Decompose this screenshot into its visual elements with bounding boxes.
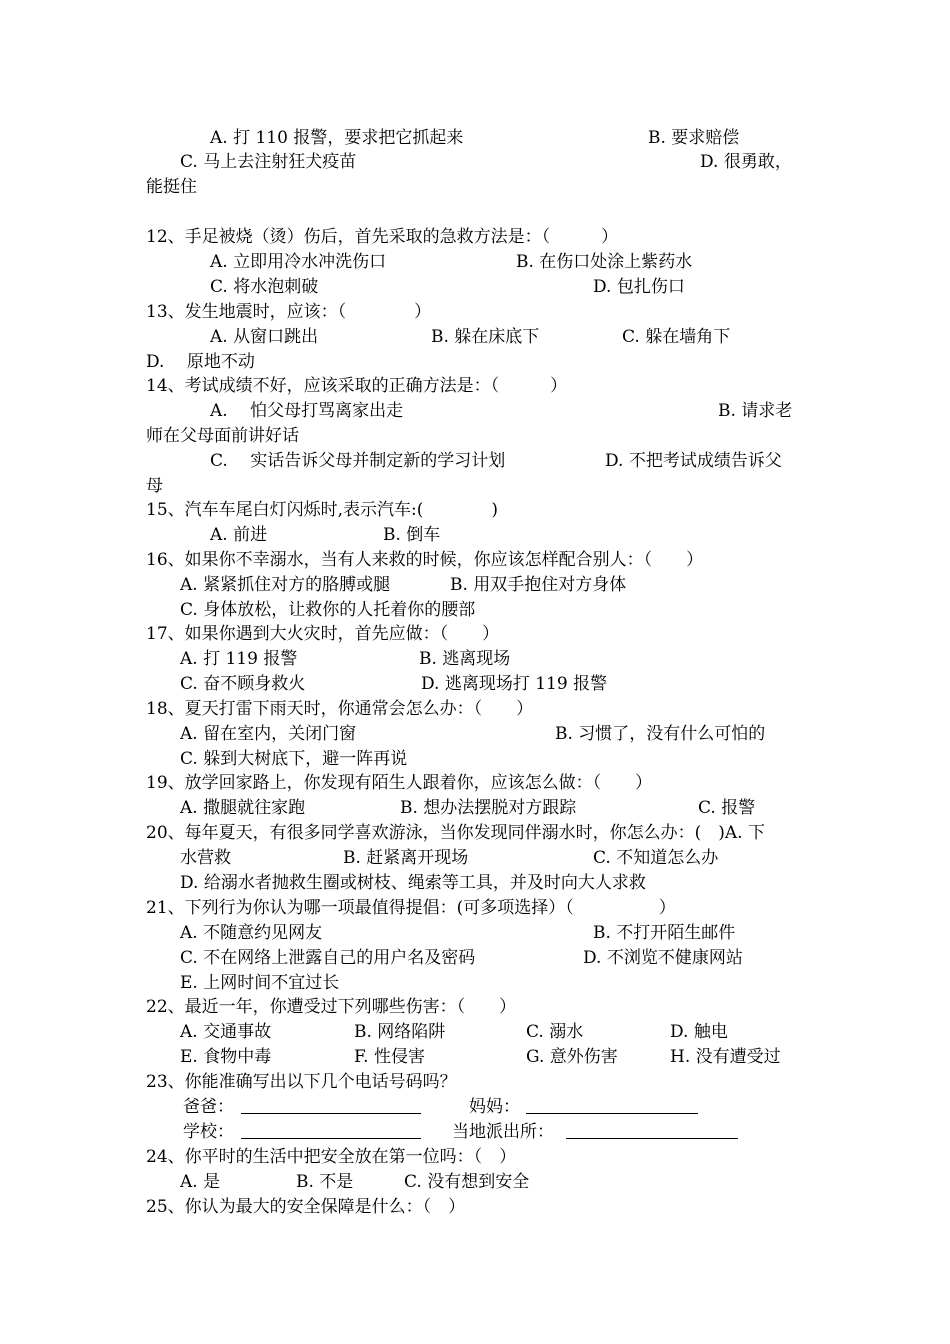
q19-option-c: C. 报警 bbox=[698, 798, 756, 818]
q19-option-a: A. 撒腿就往家跑 bbox=[180, 798, 306, 818]
q23-school-label: 学校： bbox=[183, 1122, 234, 1142]
q22-option-f: F. 性侵害 bbox=[354, 1047, 425, 1067]
q17-stem: 17、如果你遇到大火灾时，首先应做：（ ） bbox=[146, 624, 500, 644]
q11-option-c: C. 马上去注射狂犬疫苗 bbox=[180, 152, 357, 172]
q14-option-b-wrap: 师在父母面前讲好话 bbox=[146, 426, 299, 446]
q20-stem: 20、每年夏天，有很多同学喜欢游泳，当你发现同伴溺水时，你怎么办：( )A. 下 bbox=[146, 823, 765, 843]
q16-option-c: C. 身体放松，让救你的人托着你的腰部 bbox=[180, 600, 476, 620]
q24-option-b: B. 不是 bbox=[296, 1172, 354, 1192]
q14-option-d-wrap: 母 bbox=[146, 476, 163, 496]
q22-stem: 22、最近一年，你遭受过下列哪些伤害：（ ） bbox=[146, 997, 517, 1017]
q12-option-a: A. 立即用冷水冲洗伤口 bbox=[210, 252, 387, 272]
q23-stem: 23、你能准确写出以下几个电话号码吗？ bbox=[146, 1072, 457, 1092]
q24-option-c: C. 没有想到安全 bbox=[404, 1172, 530, 1192]
q24-option-a: A. 是 bbox=[180, 1172, 221, 1192]
q13-option-a: A. 从窗口跳出 bbox=[210, 327, 319, 347]
q23-dad-label: 爸爸： bbox=[183, 1097, 234, 1117]
q14-stem: 14、考试成绩不好，应该采取的正确方法是：（ ） bbox=[146, 376, 568, 396]
q21-stem: 21、下列行为你认为哪一项最值得提倡：(可多项选择）（ ） bbox=[146, 898, 676, 918]
q21-option-c: C. 不在网络上泄露自己的用户名及密码 bbox=[180, 948, 476, 968]
q17-option-b: B. 逃离现场 bbox=[419, 649, 511, 669]
q23-mom-label: 妈妈： bbox=[469, 1097, 520, 1117]
q18-option-a: A. 留在室内，关闭门窗 bbox=[180, 724, 357, 744]
q18-option-c: C. 躲到大树底下，避一阵再说 bbox=[180, 749, 408, 769]
q24-stem: 24、你平时的生活中把安全放在第一位吗：（ ） bbox=[146, 1147, 517, 1167]
q11-option-d-wrap: 能挺住 bbox=[146, 177, 197, 197]
q23-school-blank[interactable] bbox=[241, 1120, 421, 1146]
q11-option-d: D. 很勇敢， bbox=[700, 152, 792, 172]
q12-option-d: D. 包扎伤口 bbox=[593, 277, 685, 297]
q14-option-c: C. 实话告诉父母并制定新的学习计划 bbox=[210, 451, 506, 471]
q11-option-a: A. 打 110 报警，要求把它抓起来 bbox=[210, 128, 464, 148]
q22-option-d: D. 触电 bbox=[670, 1022, 728, 1042]
q12-option-b: B. 在伤口处涂上紫药水 bbox=[516, 252, 693, 272]
q18-option-b: B. 习惯了，没有什么可怕的 bbox=[555, 724, 766, 744]
q16-option-b: B. 用双手抱住对方身体 bbox=[450, 575, 627, 595]
q22-option-e: E. 食物中毒 bbox=[180, 1047, 272, 1067]
q13-stem: 13、发生地震时，应该：（ ） bbox=[146, 302, 432, 322]
q14-option-b: B. 请求老 bbox=[718, 401, 793, 421]
q15-stem: 15、汽车车尾白灯闪烁时,表示汽车:( ) bbox=[146, 500, 499, 520]
q15-option-a: A. 前进 bbox=[210, 525, 268, 545]
q22-option-b: B. 网络陷阱 bbox=[354, 1022, 446, 1042]
q22-option-c: C. 溺水 bbox=[526, 1022, 584, 1042]
q22-option-g: G. 意外伤害 bbox=[526, 1047, 618, 1067]
q21-option-d: D. 不浏览不健康网站 bbox=[583, 948, 743, 968]
q23-dad-blank[interactable] bbox=[241, 1095, 421, 1121]
q18-stem: 18、夏天打雷下雨天时，你通常会怎么办：（ ） bbox=[146, 699, 534, 719]
q21-option-b: B. 不打开陌生邮件 bbox=[593, 923, 736, 943]
q20-option-c: C. 不知道怎么办 bbox=[593, 848, 719, 868]
q17-option-d: D. 逃离现场打 119 报警 bbox=[421, 674, 608, 694]
q13-option-b: B. 躲在床底下 bbox=[431, 327, 540, 347]
q23-mom-blank[interactable] bbox=[526, 1095, 698, 1121]
q20-option-a-wrap: 水营救 bbox=[180, 848, 231, 868]
q13-option-d: D. 原地不动 bbox=[146, 352, 255, 372]
q14-option-d: D. 不把考试成绩告诉父 bbox=[605, 451, 782, 471]
q21-option-a: A. 不随意约见网友 bbox=[180, 923, 323, 943]
q22-option-a: A. 交通事故 bbox=[180, 1022, 272, 1042]
q12-option-c: C. 将水泡刺破 bbox=[210, 277, 319, 297]
q20-option-d: D. 给溺水者抛救生圈或树枝、绳索等工具，并及时向大人求救 bbox=[180, 873, 646, 893]
q17-option-a: A. 打 119 报警 bbox=[180, 649, 298, 669]
q19-stem: 19、放学回家路上，你发现有陌生人跟着你，应该怎么做：（ ） bbox=[146, 773, 653, 793]
q11-option-b: B. 要求赔偿 bbox=[648, 128, 740, 148]
q23-police-label: 当地派出所： bbox=[452, 1122, 554, 1142]
q22-option-h: H. 没有遭受过 bbox=[670, 1047, 781, 1067]
q14-option-a: A. 怕父母打骂离家出走 bbox=[210, 401, 404, 421]
q12-stem: 12、手足被烧（烫）伤后，首先采取的急救方法是：（ ） bbox=[146, 227, 619, 247]
q16-stem: 16、如果你不幸溺水，当有人来救的时候，你应该怎样配合别人：（ ） bbox=[146, 550, 704, 570]
q20-option-b: B. 赶紧离开现场 bbox=[343, 848, 469, 868]
q19-option-b: B. 想办法摆脱对方跟踪 bbox=[400, 798, 577, 818]
q17-option-c: C. 奋不顾身救火 bbox=[180, 674, 306, 694]
q13-option-c: C. 躲在墙角下 bbox=[622, 327, 731, 347]
q23-police-blank[interactable] bbox=[566, 1120, 738, 1146]
q21-option-e: E. 上网时间不宜过长 bbox=[180, 973, 340, 993]
q15-option-b: B. 倒车 bbox=[383, 525, 441, 545]
q25-stem: 25、你认为最大的安全保障是什么：（ ） bbox=[146, 1197, 466, 1217]
q16-option-a: A. 紧紧抓住对方的胳膊或腿 bbox=[180, 575, 391, 595]
